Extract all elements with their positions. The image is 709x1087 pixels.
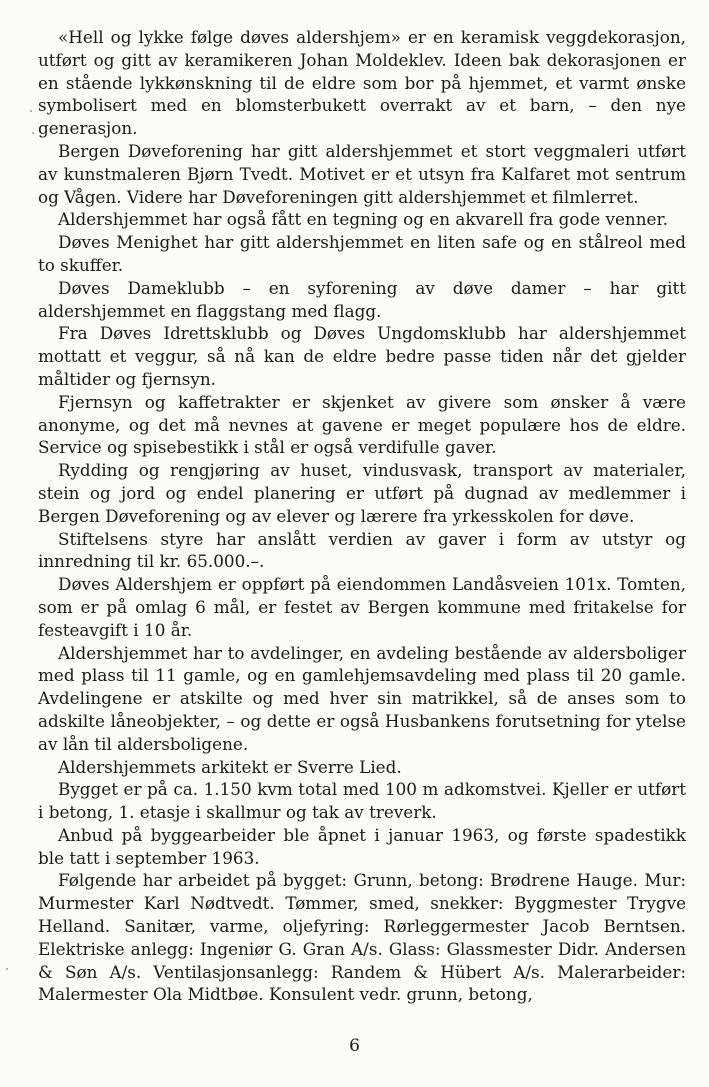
paragraph-keramisk-dekorasjon: «Hell og lykke følge døves aldershjem» er en keramisk veggdekorasjon, utført og gitt av keramikeren Johan Moldeklev. Ideen bak dekorasjonen er en stående lykkønskning til de eldre som bor på hjemmet, et varmt ønske symbolisert med en blomsterbukett overrakt av et barn, – den nye generasjon.: [38, 27, 686, 139]
paragraph-bygget: Bygget er på ca. 1.150 kvm total med 100 m adkomstvei. Kjeller er utført i betong, 1. etasje i skallmur og tak av treverk.: [38, 779, 686, 823]
paragraph-entreprenorer: Følgende har arbeidet på bygget: Grunn, betong: Brødrene Hauge. Mur: Murmester Karl Nødtvedt. Tømmer, smed, snekker: Byggmester Trygve Helland. Sanitær, varme, oljefyring: Rørleggermester Jacob Berntsen. Elektriske anlegg: Ingeniør G. Gran A/s. Glass: Glassmester Didr. Andersen & Søn A/s. Ventilasjonsanlegg: Randem & Hübert A/s. Malerarbeider: Malermester Ola Midtbøe. Konsulent vedr. grunn, betong,: [38, 870, 686, 1005]
paragraph-dugnad: Rydding og rengjøring av huset, vindusvask, transport av materialer, stein og jord og endel planering er utført på dugnad av medlemmer i Bergen Døveforening og av elever og lærere fra yrkesskolen for døve.: [38, 460, 686, 526]
paragraph-arkitekt: Aldershjemmets arkitekt er Sverre Lied.: [58, 756, 402, 777]
scan-speck: [6, 968, 8, 970]
paragraph-fjernsyn: Fjernsyn og kaffetrakter er skjenket av givere som ønsker å være anonyme, og det må nevnes at gavene er meget populære hos de eldre. Service og spisebestikk i stål er også verdifulle gaver.: [38, 391, 686, 458]
paragraph-menighet: Døves Menighet har gitt aldershjemmet en liten safe og en stålreol med to skuffer.: [38, 232, 686, 275]
page-text: [38, 26, 686, 1006]
paragraph-avdelinger: Aldershjemmet har to avdelinger, en avdeling bestående av aldersboliger med plass til 11 gamle, og en gamlehjemsavdeling med plass til 20 gamle. Avdelingene er atskilte og med hver sin matrikkel, så de anses som to adskilte låneobjekter, – og dette er også Husbankens forutsetning for ytelse av lån til aldersboligene.: [38, 642, 686, 754]
paragraph-verdi-gaver: Stiftelsens styre har anslått verdien av gaver i form av utstyr og innredning til kr. 65.000.–.: [38, 528, 686, 572]
page-number: 6: [349, 1036, 360, 1056]
paragraph-idrettsklubb: Fra Døves Idrettsklubb og Døves Ungdomsklubb har aldershjemmet mottatt et veggur, så nå kan de eldre bedre passe tiden når det gjelder måltider og fjernsyn.: [38, 323, 686, 389]
paragraph-anbud: Anbud på byggearbeider ble åpnet i januar 1963, og første spadestikk ble tatt i september 1963.: [38, 824, 686, 868]
paragraph-tegning-akvarell: Aldershjemmet har også fått en tegning og en akvarell fra gode venner.: [58, 209, 668, 230]
paragraph-veggmaleri: Bergen Døveforening har gitt aldershjemmet et stort veggmaleri utført av kunstmaleren Bjørn Tvedt. Motivet er et utsyn fra Kalfaret mot sentrum og Vågen. Videre har Døveforeningen gitt aldershjemmet et filmlerret.: [38, 140, 686, 207]
scan-speck: [30, 110, 32, 112]
scan-speck: [32, 132, 34, 134]
paragraph-dameklubb: Døves Dameklubb – en syforening av døve damer – har gitt aldershjemmet en flaggstang med flagg.: [38, 277, 686, 321]
paragraph-eiendom: Døves Aldershjem er oppført på eiendommen Landåsveien 101x. Tomten, som er på omlag 6 mål, er festet av Bergen kommune med fritakelse for festeavgift i 10 år.: [38, 574, 686, 640]
